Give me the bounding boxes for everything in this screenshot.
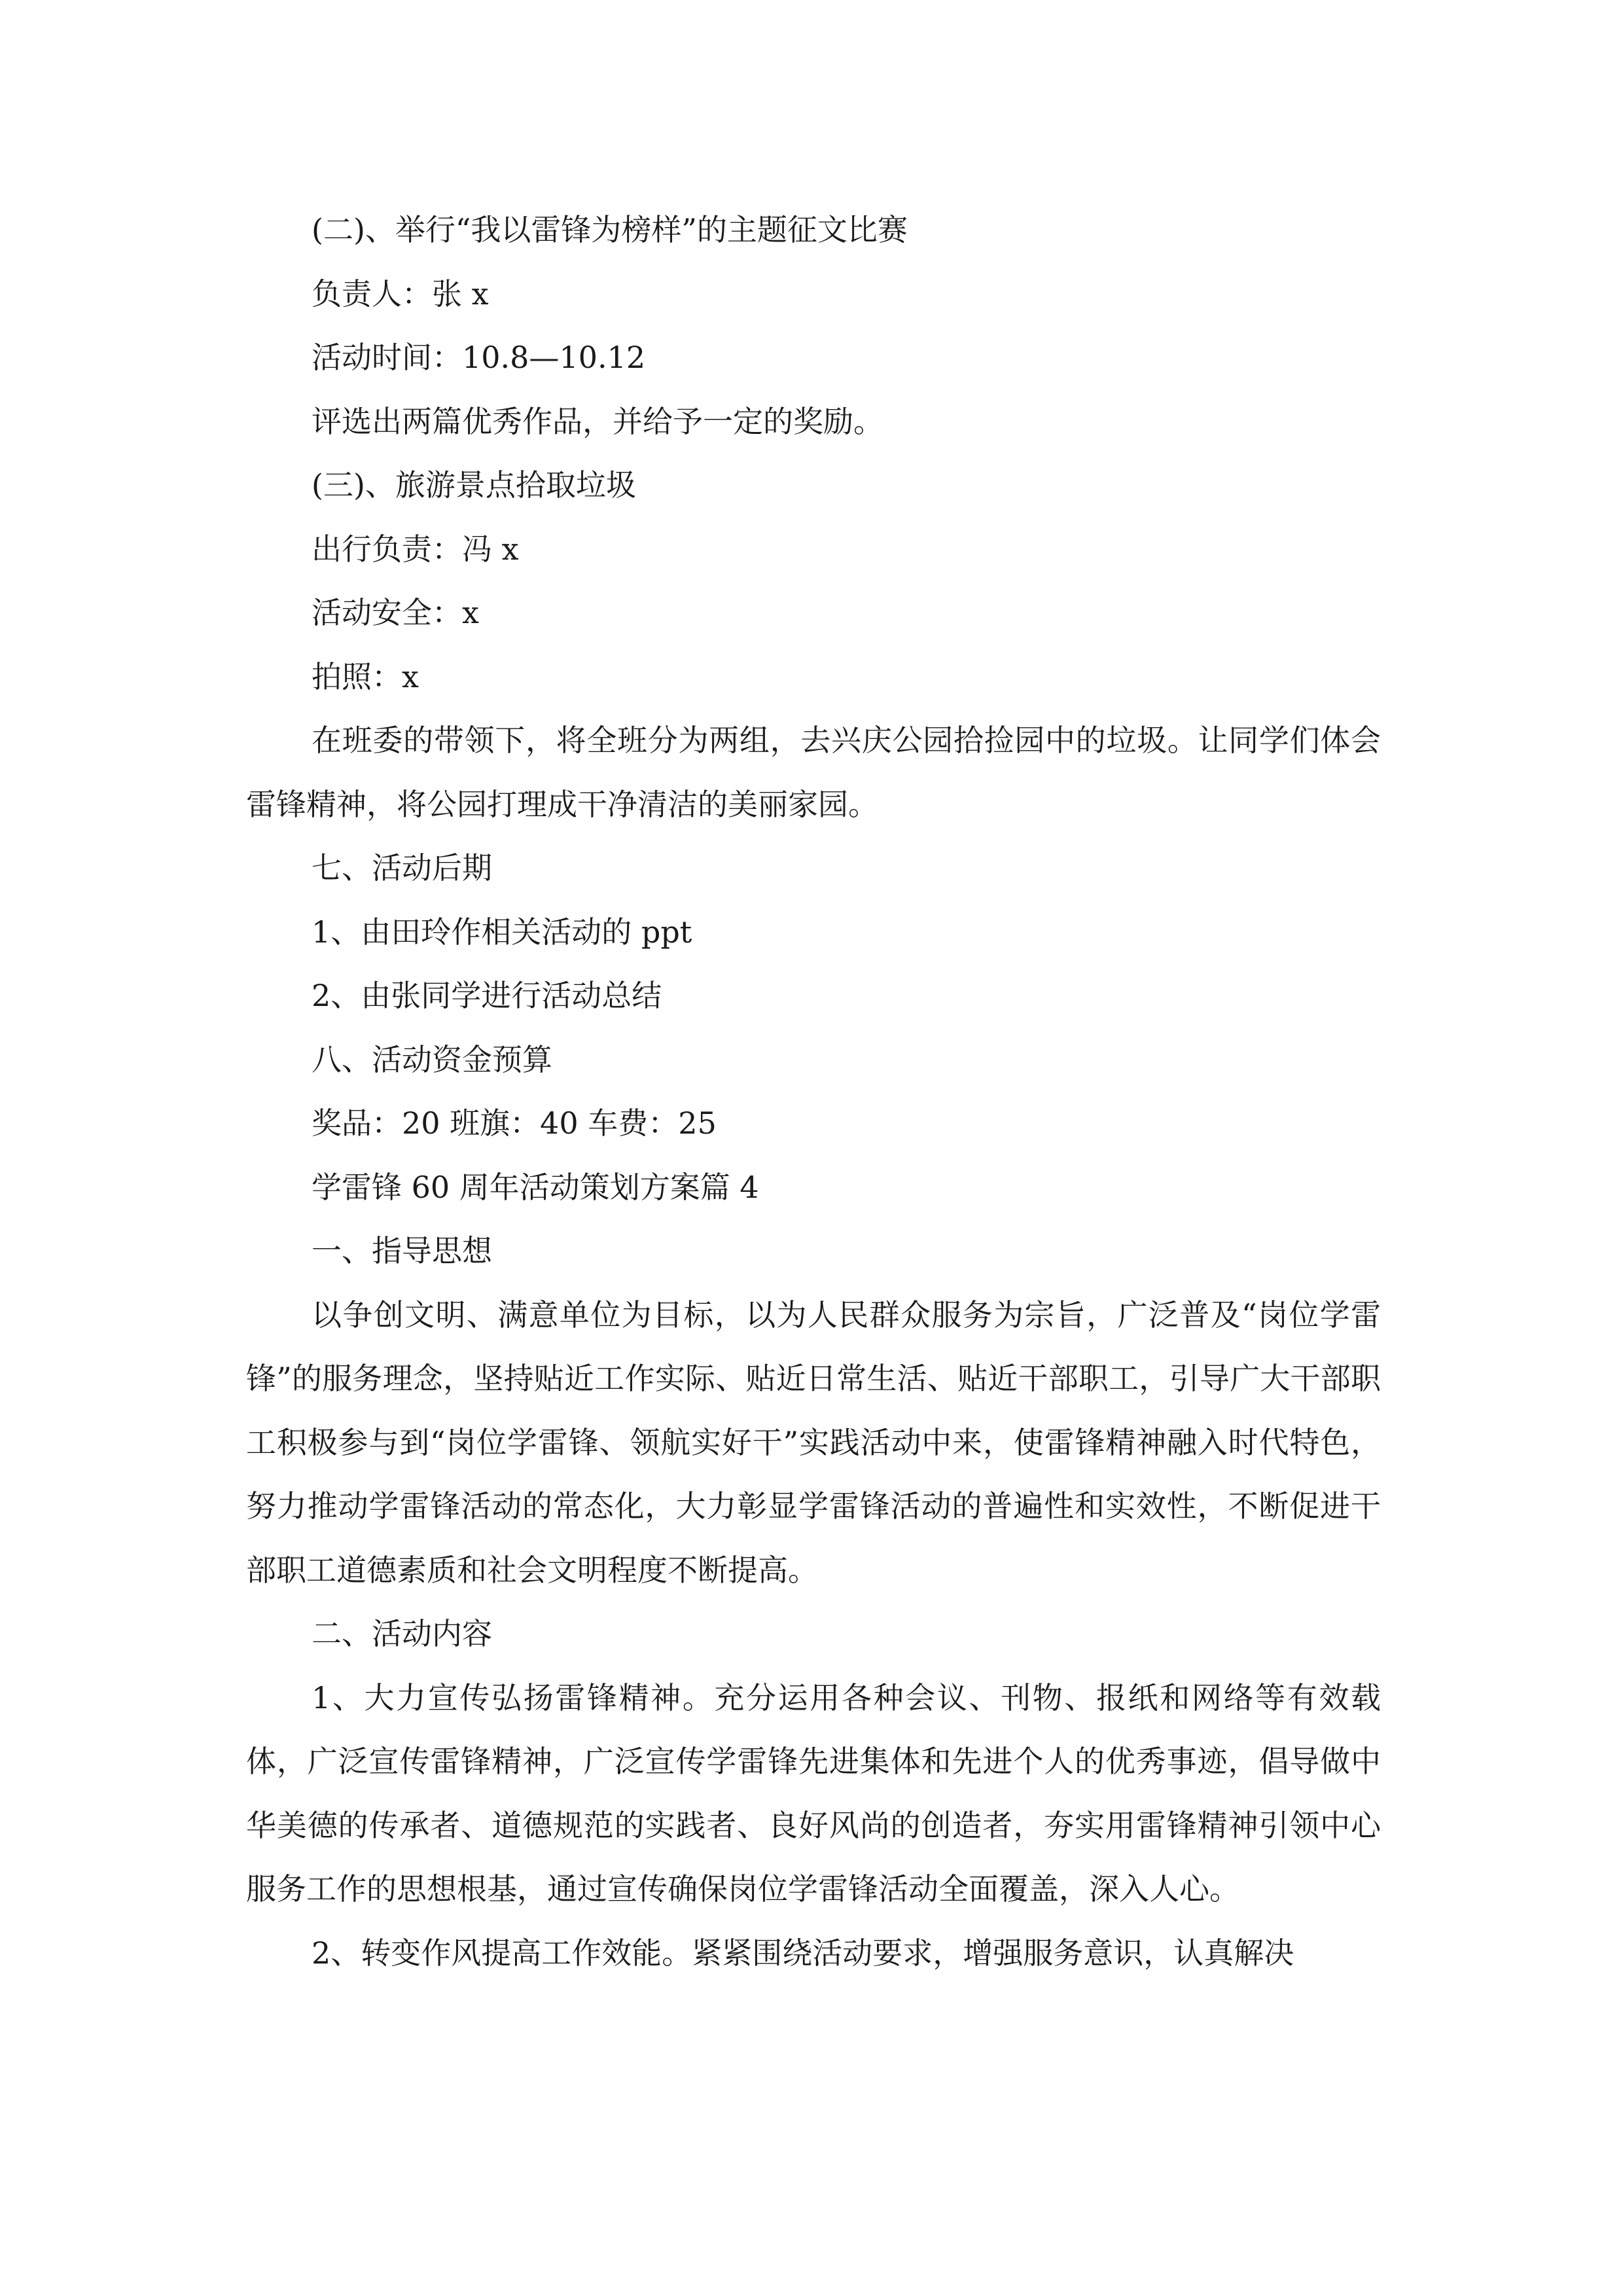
document-body — [246, 198, 1381, 1985]
list-item-ppt: 1、由田玲作相关活动的 ppt — [312, 914, 692, 950]
paragraph-guiding-ideology: 以争创文明、满意单位为目标，以为人民群众服务为宗旨，广泛普及“岗位学雷锋”的服务理念，坚持贴近工作实际、贴近日常生活、贴近干部职工，引导广大干部职工积极参与到“岗位学雷锋、领航实好干”实践活动中来，使雷锋精神融入时代特色，努力推动学雷锋活动的常态化，大力彰显学雷锋活动的普遍性和实效性，不断促进干部职工道德素质和社会文明程度不断提高。 — [246, 1297, 1381, 1588]
paragraph-award-selection: 评选出两篇优秀作品，并给予一定的奖励。 — [312, 403, 883, 439]
paragraph-improve-efficiency: 2、转变作风提高工作效能。紧紧围绕活动要求，增强服务意识，认真解决 — [312, 1935, 1294, 1971]
section-title-plan-4: 学雷锋 60 周年活动策划方案篇 4 — [312, 1169, 759, 1205]
paragraph-activity-safety: 活动安全：x — [312, 595, 479, 630]
paragraph-travel-lead: 出行负责：冯 x — [312, 531, 519, 567]
heading-budget: 八、活动资金预算 — [312, 1041, 552, 1077]
heading-guiding-ideology: 一、指导思想 — [312, 1233, 492, 1268]
paragraph-budget-items: 奖品：20 班旗：40 车费：25 — [312, 1105, 717, 1141]
heading-post-activity: 七、活动后期 — [312, 850, 492, 886]
paragraph-litter-pickup-heading: (三)、旅游景点拾取垃圾 — [312, 467, 636, 503]
paragraph-park-cleanup: 在班委的带领下，将全班分为两组，去兴庆公园拾捡园中的垃圾。让同学们体会雷锋精神，将公园打理成干净清洁的美丽家园。 — [246, 723, 1381, 822]
paragraph-promote-spirit: 1、大力宣传弘扬雷锋精神。充分运用各种会议、刊物、报纸和网络等有效载体，广泛宣传雷锋精神，广泛宣传学雷锋先进集体和先进个人的优秀事迹，倡导做中华美德的传承者、道德规范的实践者、良好风尚的创造者，夯实用雷锋精神引领中心服务工作的思想根基，通过宣传确保岗位学雷锋活动全面覆盖，深入人心。 — [246, 1679, 1381, 1907]
paragraph-person-in-charge: 负责人：张 x — [312, 276, 489, 312]
list-item-summary: 2、由张同学进行活动总结 — [312, 978, 662, 1013]
paragraph-activity-time: 活动时间：10.8—10.12 — [312, 340, 646, 375]
heading-activity-content: 二、活动内容 — [312, 1616, 492, 1651]
paragraph-essay-contest-heading: (二)、举行“我以雷锋为榜样”的主题征文比赛 — [312, 212, 908, 247]
paragraph-photography: 拍照：x — [312, 658, 419, 694]
